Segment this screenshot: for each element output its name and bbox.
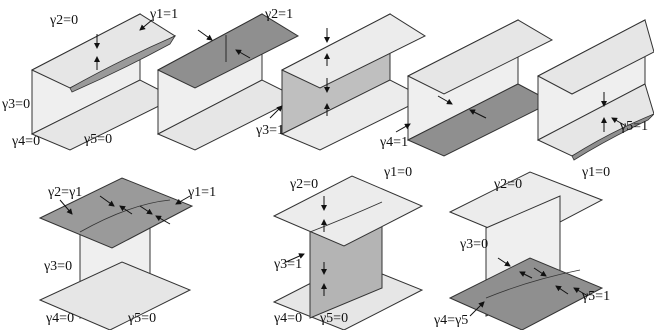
- panel-6-isection: [40, 178, 192, 330]
- panel-1-channel: [32, 14, 175, 150]
- p1-label-gamma1: γ1=1: [150, 7, 179, 22]
- p2-label-gamma2: γ2=1: [265, 7, 294, 22]
- p6-label-gamma2-eq-gamma1: γ2=γ1: [48, 185, 83, 200]
- p3-label-gamma3: γ3=1: [256, 123, 285, 138]
- p1-label-gamma2: γ2=0: [50, 13, 79, 28]
- p7-label-gamma3: γ3=1: [274, 257, 303, 272]
- p6-label-gamma3: γ3=0: [44, 259, 73, 274]
- p8-label-gamma2: γ2=0: [494, 177, 523, 192]
- panel-4-channel: [396, 20, 552, 156]
- p6-label-gamma5: γ5=0: [128, 311, 157, 326]
- p5-label-gamma5: γ5=1: [620, 119, 649, 134]
- p6-label-gamma1: γ1=1: [188, 185, 217, 200]
- p1-label-gamma3: γ3=0: [2, 97, 31, 112]
- p6-label-gamma4: γ4=0: [46, 311, 75, 326]
- p4-label-gamma4: γ4=1: [380, 135, 409, 150]
- panel-7-isection: [274, 176, 422, 330]
- p7-label-gamma4: γ4=0: [274, 311, 303, 326]
- p7-label-gamma2: γ2=0: [290, 177, 319, 192]
- p8-label-gamma4-eq-gamma5: γ4=γ5: [434, 313, 469, 328]
- p7-label-gamma1: γ1=0: [384, 165, 413, 180]
- p1-label-gamma5: γ5=0: [84, 132, 113, 147]
- p7-label-gamma5: γ5=0: [320, 311, 349, 326]
- p8-label-gamma3: γ3=0: [460, 237, 489, 252]
- p8-label-gamma5: γ5=1: [582, 289, 611, 304]
- panel-5-channel: [538, 20, 654, 160]
- p8-label-gamma1: γ1=0: [582, 165, 611, 180]
- p1-label-gamma4: γ4=0: [12, 134, 41, 149]
